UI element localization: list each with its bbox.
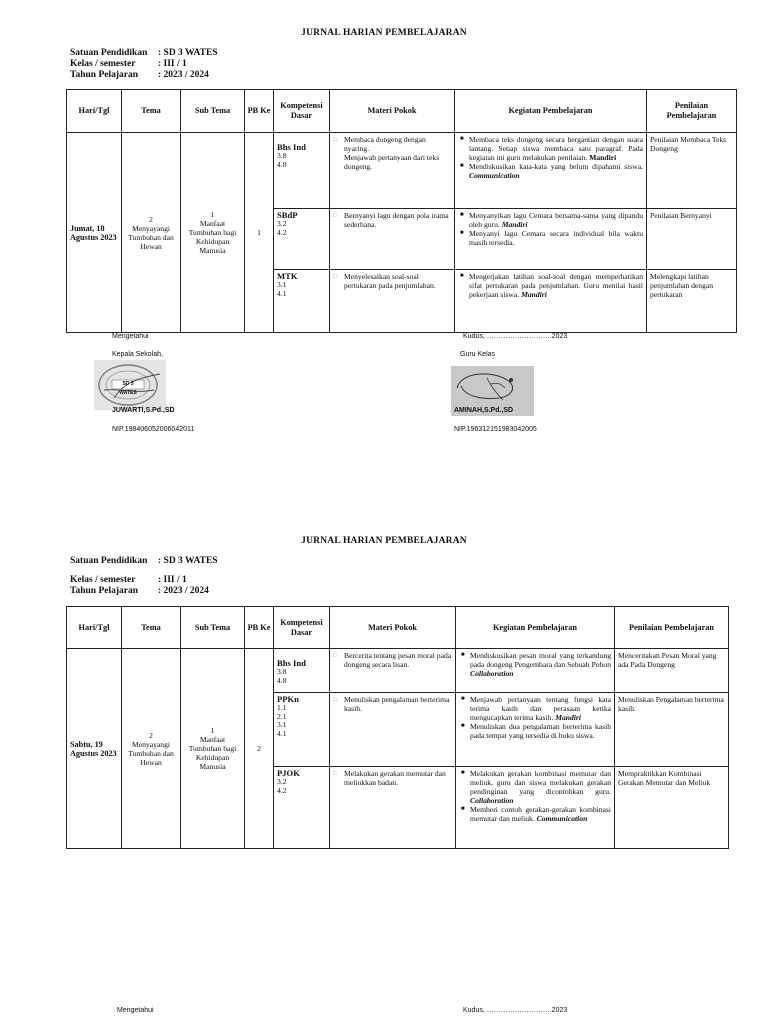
header-kd: Kompetensi Dasar [274, 90, 330, 133]
subject-label: MTK [277, 271, 298, 281]
mengetahui-label: Mengetahui [112, 333, 149, 340]
subject-label: SBdP [277, 210, 298, 220]
header-subtema: Sub Tema [181, 90, 245, 133]
kegiatan-tag: Communication [469, 171, 520, 180]
kegiatan-column [455, 133, 647, 333]
list-item [470, 651, 611, 678]
kegiatan-text: Memberi contoh gerakan-gerakan kombinasi memutar dan meliuk. [470, 805, 611, 823]
kd-code: 4.1 [277, 288, 287, 298]
table-row [67, 133, 737, 333]
tema-text: Menyayangi Tumbuhan dan Hewan [128, 223, 174, 251]
dot-icon: □ [333, 274, 337, 280]
kegiatan-block [456, 692, 614, 766]
kegiatan-tag: Collaboration [470, 796, 514, 805]
materi-column [330, 133, 455, 333]
tahun-label: Tahun Pelajaran [70, 70, 139, 80]
header-hari: Hari/Tgl [67, 90, 122, 133]
header-hari: Hari/Tgl [67, 607, 122, 649]
kegiatan-tag: Mandiri [589, 153, 617, 162]
guru-kelas-name: AMINAH,S.Pd.,SD [454, 407, 514, 414]
penilaian-text: Penilaian Bernyanyi [647, 208, 736, 269]
kd-block [274, 269, 329, 332]
page1-title: JURNAL HARIAN PEMBELAJARAN [301, 28, 467, 38]
kd-block [274, 766, 329, 848]
subtema-text: Manfaat Tumbuhan bagi Kehidupan Manusia [188, 735, 237, 771]
list-item [470, 722, 611, 740]
kd-code: 3.2 [277, 219, 287, 228]
penilaian-text: Penilaian Membaca Teks Dongeng [650, 135, 727, 153]
satuan-value: : SD 3 WATES [158, 556, 218, 566]
materi-block [330, 692, 455, 766]
kd-code: 3.8 [277, 667, 287, 676]
kegiatan-text: Mendiskusikan kata-kata yang belum dipahami siswa. [469, 162, 643, 171]
kd-block [274, 133, 329, 208]
kd-code: 3.8 [277, 151, 287, 160]
stamp-text: SD 3 WATES [119, 381, 137, 396]
kd-block [274, 208, 329, 269]
day-cell: Jumat, 18 Agustus 2023 [67, 133, 122, 333]
page1-school-info [70, 48, 218, 81]
tahun-value: : 2023 / 2024 [158, 586, 209, 596]
subject-label: Bhs Ind [277, 142, 306, 152]
header-pb: PB Ke [245, 607, 274, 649]
kegiatan-text: Membaca teks dongeng secara bergantian dengan suara lantang. Setiap siswa membaca satu paragraf. Pada kegiatan ini guru melakukan penilaian. [469, 135, 643, 162]
subject-label: Bhs Ind [277, 658, 306, 668]
kd-code: 4.2 [277, 227, 287, 237]
list-item [469, 272, 643, 299]
list-item [470, 769, 611, 805]
tema-text: Menyayangi Tumbuhan dan Hewan [128, 739, 174, 767]
kegiatan-block [455, 133, 646, 208]
school-stamp [94, 360, 166, 410]
materi-text: Menuliskan pengalaman berterima kasih. [344, 695, 450, 713]
table-header-row [67, 607, 729, 649]
satuan-value: : SD 3 WATES [158, 48, 218, 58]
kegiatan-tag: Mandiri [501, 220, 528, 229]
tema-cell [122, 133, 181, 333]
kd-code: 4.2 [277, 785, 287, 795]
header-penilaian: Penilaian Pembelajaran [647, 90, 737, 133]
subtema-text: Manfaat Tumbuhan bagi Kehidupan Manusia [188, 219, 237, 255]
guru-kelas-nip: NIP.196312151983042005 [454, 426, 537, 433]
materi-text: Bernyanyi lagu dengan pola irama sederhana. [344, 211, 449, 229]
kd-code: 4.8 [277, 159, 287, 169]
kegiatan-block [456, 649, 614, 692]
kegiatan-text: Menyanyikan lagu Cemara bersama-sama yang dipandu oleh guru. [469, 211, 643, 229]
dot-icon: □ [333, 771, 337, 777]
dot-icon: □ [333, 137, 337, 143]
materi-block [330, 649, 455, 692]
list-item [470, 805, 611, 823]
dot-icon: □ [333, 653, 337, 659]
kd-code: 3.1 [277, 720, 287, 730]
subtema-number: 1 [210, 726, 215, 735]
kudus-date: Kudus, ……………………….2023 [463, 1007, 568, 1014]
header-subtema: Sub Tema [181, 607, 245, 649]
header-tema: Tema [122, 90, 181, 133]
penilaian-column [647, 133, 737, 333]
kegiatan-block [455, 208, 646, 269]
list-item [469, 162, 643, 180]
penilaian-text: Menceritakan Pesan Moral yang ada Pada Dongeng [618, 651, 717, 669]
kelas-value: : III / 1 [158, 575, 187, 585]
guru-kelas-label: Guru Kelas [460, 351, 496, 358]
kegiatan-text: Mendiskusikan pesan moral yang terkandung pada dongeng Pengembara dan Sebuah Pohon [470, 651, 611, 669]
header-pb: PB Ke [245, 90, 274, 133]
tema-cell [122, 649, 181, 849]
subject-label: PPKn [277, 694, 299, 704]
dot-icon: □ [333, 697, 337, 703]
header-materi: Materi Pokok [330, 90, 455, 133]
table-header-row [67, 90, 737, 133]
kd-block [274, 692, 329, 766]
table-row [67, 649, 729, 849]
kd-code: 3.1 [277, 280, 287, 289]
penilaian-column [615, 649, 729, 849]
tema-number: 2 [149, 730, 153, 740]
kd-code: 4.1 [277, 728, 287, 738]
pb-cell: 1 [245, 133, 274, 333]
day-cell: Sabtu, 19 Agustus 2023 [67, 649, 122, 849]
kegiatan-tag: Communication [536, 814, 588, 823]
header-tema: Tema [122, 607, 181, 649]
satuan-label: Satuan Pendidikan [70, 556, 148, 566]
kegiatan-text: Menyanyi lagu Cemara secara individual bila waktu masih tersedia. [469, 229, 643, 247]
tema-number: 2 [149, 214, 153, 224]
satuan-label: Satuan Pendidikan [70, 48, 148, 58]
materi-text: Membaca dongeng dengan nyaring. Menjawab pertanyaan dari teks dongeng. [344, 135, 440, 171]
header-materi: Materi Pokok [330, 607, 456, 649]
kegiatan-text: Menjawab pertanyaan tentang fungsi kata terima kasih dan perasaan ketika mengucapkan terima kasih. [470, 695, 611, 722]
materi-block [330, 269, 454, 332]
kegiatan-block [456, 766, 614, 848]
kelas-label: Kelas / semester [70, 575, 136, 585]
kd-code: 3.2 [277, 777, 287, 786]
materi-block [330, 208, 454, 269]
subtema-cell [181, 133, 245, 333]
header-penilaian: Penilaian Pembelajaran [615, 607, 729, 649]
materi-text: Bercerita tentang pesan moral pada dongeng secara lisan. [344, 651, 452, 669]
page2-school-info [70, 556, 218, 597]
list-item [469, 135, 643, 162]
kudus-date: Kudus, ……………………….2023 [463, 333, 568, 340]
header-kd: Kompetensi Dasar [274, 607, 330, 649]
materi-block [330, 766, 455, 848]
kegiatan-text: Mengerjakan latihan soal-soal dengan memperhatikan sifat pertukaran pada penjumlahan. Guru menilai hasil pekerjaan siswa. [469, 272, 643, 299]
page2-title: JURNAL HARIAN PEMBELAJARAN [301, 536, 467, 546]
kegiatan-tag: Collaboration [470, 669, 514, 678]
list-item [470, 695, 611, 722]
kelas-value: : III / 1 [158, 59, 187, 69]
subtema-number: 1 [210, 210, 215, 219]
kegiatan-tag: Mandiri [555, 713, 581, 722]
kd-column [274, 649, 330, 849]
kepala-sekolah-label: Kepala Sekolah, [112, 351, 163, 358]
kepala-sekolah-nip: NIP.198406052006042011 [112, 426, 195, 433]
subtema-cell [181, 649, 245, 849]
kd-code: 2.1 [277, 711, 287, 721]
kegiatan-text: Menuliskan dua pengalaman berterima kasih pada tempat yang tersedia di buku siswa. [470, 722, 611, 740]
page1-journal-table [66, 89, 737, 333]
penilaian-text: Melengkapi latihan penjumlahan dengan pertukaran [647, 269, 736, 332]
kd-code: 4.8 [277, 675, 287, 685]
penilaian-text: Menuliskan Pengalaman berterima kasih. [615, 692, 728, 766]
materi-text: Menyelesaikan soal-soal pertukaran pada penjumlahan. [344, 272, 436, 290]
kelas-label: Kelas / semester [70, 59, 136, 69]
list-item [469, 211, 643, 229]
pb-cell: 2 [245, 649, 274, 849]
kegiatan-column [456, 649, 615, 849]
kepala-sekolah-name: JUWARTI,S.Pd.,SD [112, 407, 175, 414]
list-item [469, 229, 643, 247]
page2-journal-table [66, 606, 729, 849]
tahun-value: : 2023 / 2024 [158, 70, 209, 80]
header-kegiatan: Kegiatan Pembelajaran [455, 90, 647, 133]
mengetahui-label: Mengetahui [117, 1007, 154, 1014]
penilaian-text: Mempraktikkan Kombinasi Gerakan Memutar dan Meliuk [615, 766, 728, 848]
dot-icon: □ [333, 213, 337, 219]
kd-column [274, 133, 330, 333]
kd-code: 1.1 [277, 703, 287, 712]
subject-label: PJOK [277, 768, 300, 778]
materi-block [330, 133, 454, 208]
kegiatan-tag: Mandiri [521, 290, 547, 299]
materi-column [330, 649, 456, 849]
kegiatan-block [455, 269, 646, 332]
kegiatan-text: Melakukan gerakan kombinasi memutar dan meliuk, guru dan siswa melakukan gerakan pendinginan yang dicontohkan guru. [470, 769, 611, 796]
header-kegiatan: Kegiatan Pembelajaran [456, 607, 615, 649]
materi-text: Melakukan gerakan memutar dan meliukkan badan. [344, 769, 446, 787]
tahun-label: Tahun Pelajaran [70, 586, 139, 596]
kd-block [274, 649, 329, 692]
